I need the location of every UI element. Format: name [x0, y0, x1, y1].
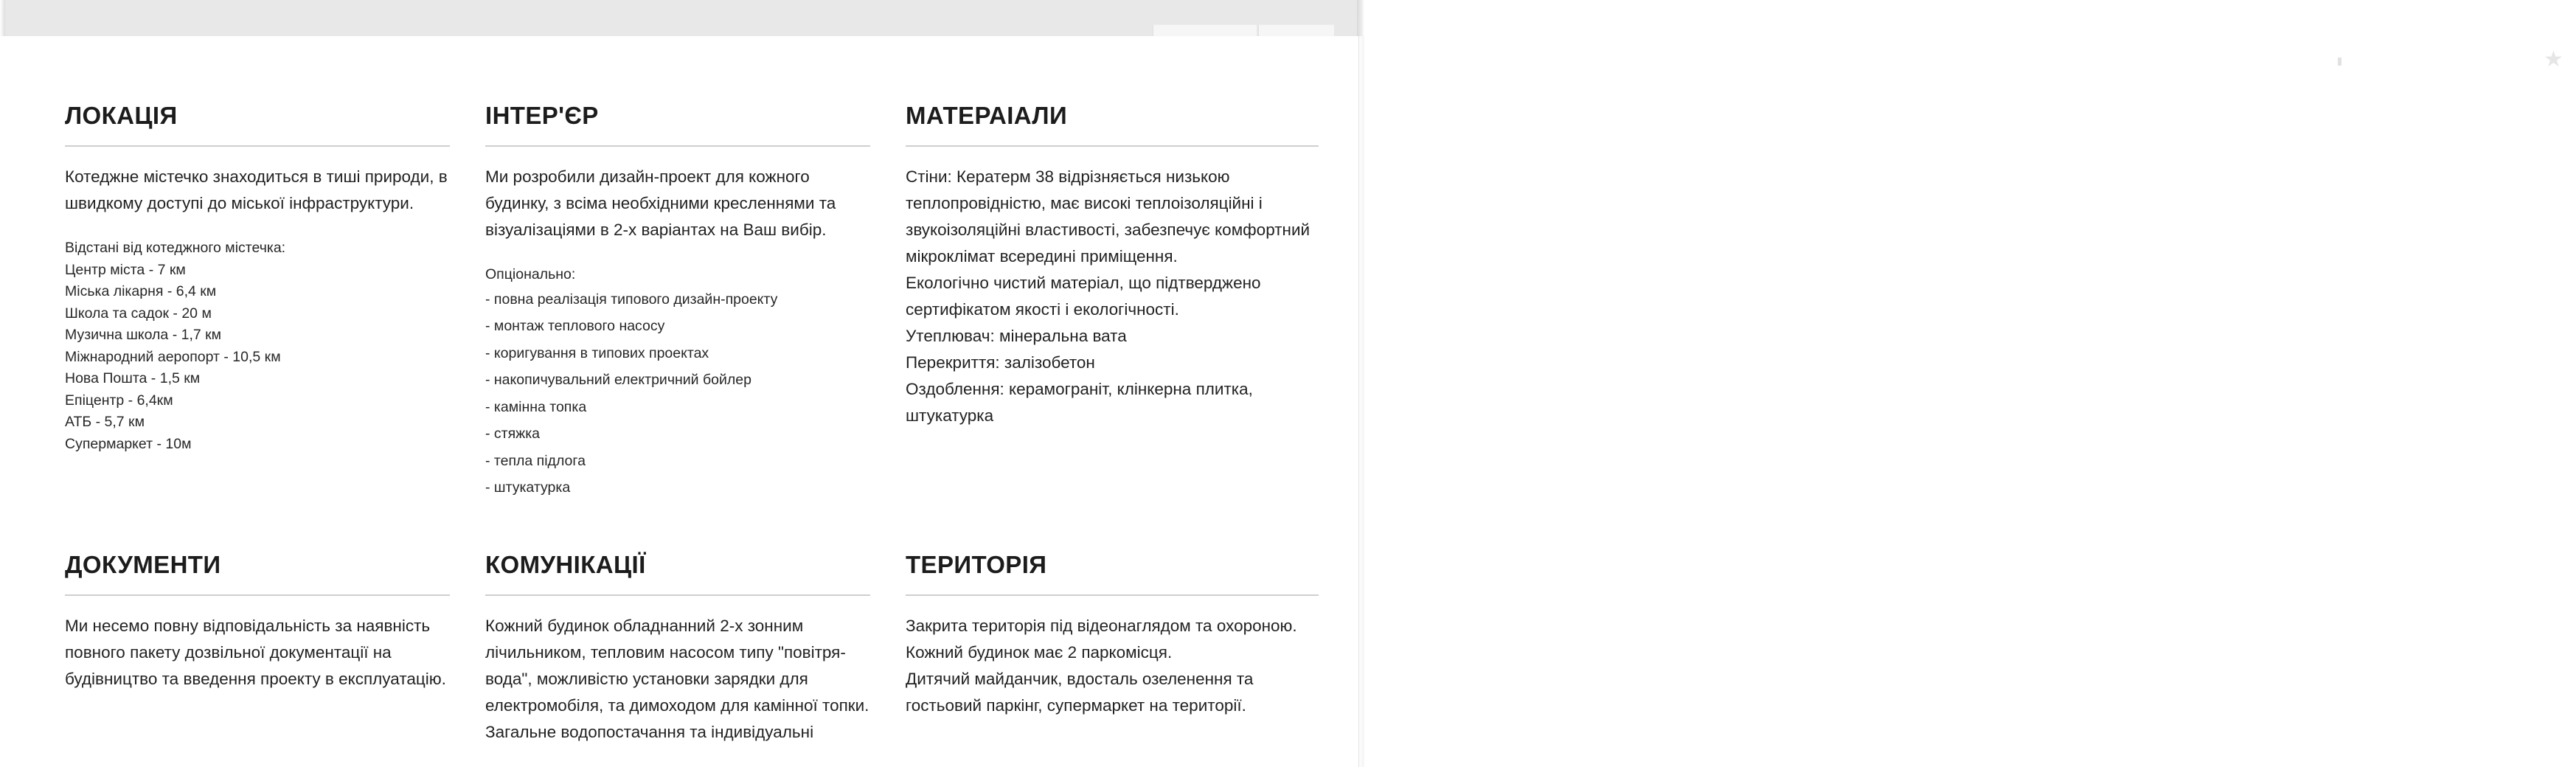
spacer: [485, 243, 870, 264]
list-item: Міська лікарня - 6,4 км: [65, 283, 217, 300]
section-documents: [65, 502, 485, 746]
list-item: Міжнародний аеропорт - 10,5 км: [65, 348, 281, 365]
chrome-toolbar-tile-right[interactable]: [1258, 24, 2563, 72]
list-item: - накопичувальний електричний бойлер: [485, 372, 751, 389]
section-location: [65, 36, 485, 502]
list-item: - штукатурка: [485, 479, 571, 496]
list-item: Загальне водопостачання та індивідуальні: [485, 723, 814, 742]
chrome-right-edge: [1357, 0, 1364, 36]
chrome-toolbar-tile-left[interactable]: [1153, 24, 1257, 36]
bar-glyph-icon: [2338, 58, 2341, 66]
section-documents-title: ДОКУМЕНТИ: [65, 550, 221, 578]
section-interior-title: ІНТЕР'ЄР: [485, 102, 599, 129]
list-item: - камінна топка: [485, 398, 587, 415]
section-territory-title: ТЕРИТОРІЯ: [906, 550, 1047, 578]
section-location-rule: [65, 145, 450, 147]
section-territory: [906, 502, 1348, 746]
section-territory-rule: [906, 594, 1319, 596]
list-item: - монтаж теплового насосу: [485, 318, 665, 335]
list-item: Ми несемо повну відповідальність за наявність повного пакету дозвільної документації на будівництво та введення проекту в експлуатацію.: [65, 617, 446, 689]
section-location-paragraph: Котеджне містечко знаходиться в тиші природи, в швидкому доступі до міської інфраструктури.: [65, 167, 448, 213]
page-content-surface: [0, 36, 1364, 767]
list-item: Центр міста - 7 км: [65, 261, 186, 278]
list-item: Закрита територія під відеонаглядом та охороною. Кожний будинок має 2 паркомісця.: [906, 617, 1297, 662]
list-item: Кожний будинок обладнанний 2-х зонним лічильником, тепловим насосом типу "повітря-вода", можливістю установки зарядки для електромобіля, та димоходом для камінної топки.: [485, 617, 869, 715]
page-right-edge-fade: [1359, 36, 1364, 767]
section-materials: [906, 36, 1348, 502]
section-communications: [485, 502, 906, 746]
list-item: Епіцентр - 6,4км: [65, 392, 173, 409]
list-item: Супермаркет - 10м: [65, 435, 192, 452]
list-item: Нова Пошта - 1,5 км: [65, 370, 201, 387]
browser-chrome-bar: [0, 0, 2563, 72]
section-interior-option-list: [485, 286, 870, 502]
list-item: - стяжка: [485, 426, 541, 442]
spacer: [65, 217, 450, 237]
section-communications-lines: [485, 613, 870, 746]
section-communications-title: КОМУНІКАЦІЇ: [485, 550, 646, 578]
section-materials-lines: [906, 164, 1313, 429]
section-interior-paragraph: Ми розробили дизайн-проект для кожного будинку, з всіма необхідними кресленнями та візуалізаціями в 2-х варіантах на Ваш вибір.: [485, 167, 836, 240]
section-location-title: ЛОКАЦІЯ: [65, 102, 178, 129]
section-interior-rule: [485, 145, 870, 147]
list-item: АТБ - 5,7 км: [65, 414, 145, 431]
list-item: Екологічно чистий матеріал, що підтверджено сертифікатом якості і екологічності.: [906, 274, 1261, 319]
section-territory-lines: [906, 613, 1313, 719]
section-location-list-head: Відстані від котеджного містечка:: [65, 240, 286, 257]
section-documents-rule: [65, 594, 450, 596]
list-item: Перекриття: залізобетон: [906, 353, 1095, 372]
section-materials-title: МАТЕРАІАЛИ: [906, 102, 1068, 129]
section-communications-rule: [485, 594, 870, 596]
list-item: Утеплювач: мінеральна вата: [906, 327, 1127, 346]
list-item: Школа та садок - 20 м: [65, 305, 212, 322]
chrome-left-edge: [0, 0, 5, 36]
list-item: Оздоблення: керамограніт, клінкерна плитка, штукатурка: [906, 380, 1253, 426]
list-item: - коригування в типових проектах: [485, 344, 709, 361]
star-icon: ★: [2544, 47, 2563, 72]
list-item: Музична школа - 1,7 км: [65, 327, 222, 344]
section-documents-lines: [65, 613, 450, 693]
section-location-distance-list: [65, 260, 450, 456]
list-item: Стіни: Кератерм 38 відрізняється низькою теплопровідністю, має високі теплоізоляційні і звукоізоляційні властивості, забезпечує комфортний мікроклімат всередині приміщення.: [906, 167, 1310, 266]
section-interior-list-head: Опціонально:: [485, 266, 576, 283]
list-item: - тепла підлога: [485, 452, 586, 469]
list-item: - повна реалізація типового дизайн-проекту: [485, 291, 778, 308]
sections-grid: [0, 36, 1364, 746]
list-item: Дитячий майданчик, вдосталь озеленення та гостьовий паркінг, супермаркет на території.: [906, 670, 1254, 715]
section-materials-rule: [906, 145, 1319, 147]
section-interior: [485, 36, 906, 502]
